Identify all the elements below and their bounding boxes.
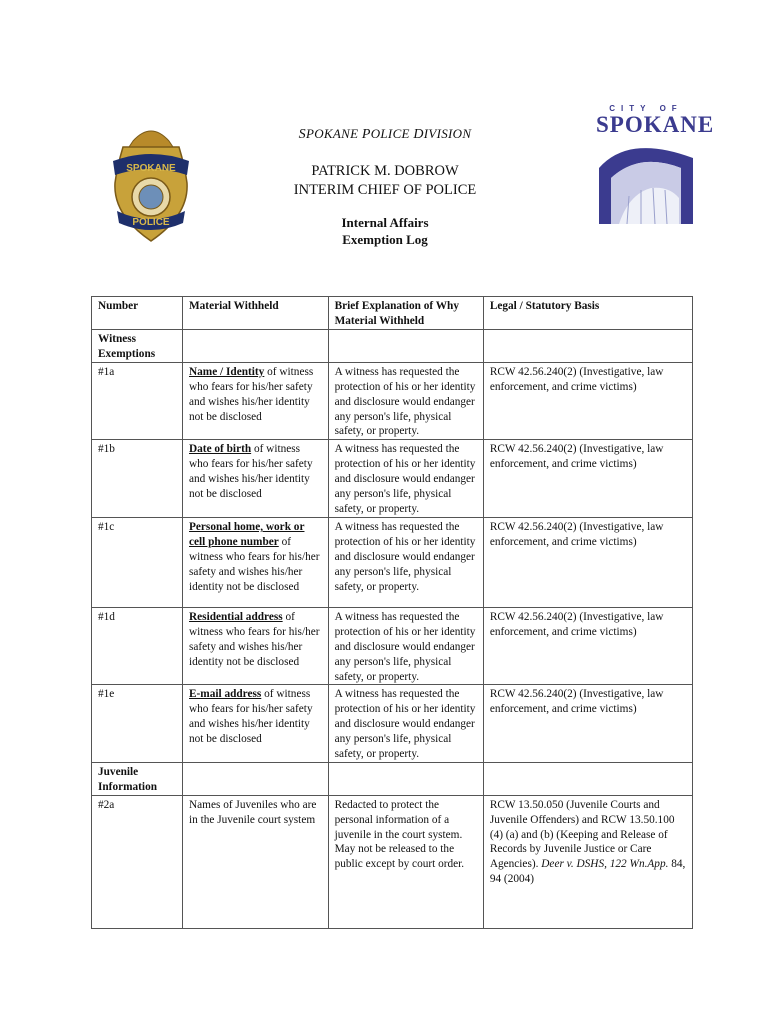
table-row: #2a Names of Juveniles who are in the Juvenile court system Redacted to protect the personal information of a juvenile in the court system. May not be released to the public except by court order. RCW 13.50.050 (Juvenile Courts and Juvenile Offenders) and RCW 13.50.100 (4) (a) and (b) (Keeping and Release of Records by Juvenile Justice or Care Agencies). Deer v. DSHS, 122 Wn.App. 84, 94 (2004) [92, 795, 693, 928]
table-header-row [92, 297, 693, 330]
exemption-log-table [91, 296, 693, 929]
table-row: #1c Personal home, work or cell phone number of witness who fears for his/her safety and wishes his/her identity not be disclosed A witness has requested the protection of his or her identity and disclosure would endanger any person's life, physical safety, or property. RCW 42.56.240(2) (Investigative, law enforcement, and crime victims) [92, 517, 693, 607]
col-header-basis: Legal / Statutory Basis [483, 297, 692, 330]
spokane-text: SPOKANE [596, 112, 715, 137]
chief-title: INTERIM CHIEF OF POLICE [293, 182, 477, 198]
badge-bottom-text: POLICE [132, 217, 170, 228]
division-heading: SPOKANE POLICE DIVISION [298, 126, 472, 142]
log-title: Internal Affairs Exemption Log [341, 215, 429, 247]
col-header-number: Number [92, 297, 183, 330]
table-row: #1e E-mail address of witness who fears for his/her safety and wishes his/her identity not be disclosed A witness has requested the protection of his or her identity and disclosure would endanger any person's life, physical safety, or property. RCW 42.56.240(2) (Investigative, law enforcement, and crime victims) [92, 685, 693, 763]
chief-block [0, 162, 770, 200]
table-row: #1a Name / Identity of witness who fears for his/her safety and wishes his/her identity not be disclosed A witness has requested the protection of his or her identity and disclosure would endanger any person's life, physical safety, or property. RCW 42.56.240(2) (Investigative, law enforcement, and crime victims) [92, 362, 693, 440]
table-row: #1d Residential address of witness who fears for his/her safety and wishes his/her identity not be disclosed A witness has requested the protection of his or her identity and disclosure would endanger any person's life, physical safety, or property. RCW 42.56.240(2) (Investigative, law enforcement, and crime victims) [92, 607, 693, 685]
col-header-explanation: Brief Explanation of Why Material Withheld [328, 297, 483, 330]
table-row: #1b Date of birth of witness who fears for his/her safety and wishes his/her identity not be disclosed A witness has requested the protection of his or her identity and disclosure would endanger any person's life, physical safety, or property. RCW 42.56.240(2) (Investigative, law enforcement, and crime victims) [92, 440, 693, 518]
city-of-text: CITY OF [609, 104, 683, 113]
section-label: Witness Exemptions [92, 330, 183, 363]
section-row-juvenile [92, 762, 693, 795]
section-label: Juvenile Information [92, 762, 183, 795]
section-row-witness [92, 330, 693, 363]
chief-name: PATRICK M. DOBROW [311, 163, 459, 179]
col-header-material: Material Withheld [183, 297, 329, 330]
badge-top-text: SPOKANE [126, 163, 176, 174]
